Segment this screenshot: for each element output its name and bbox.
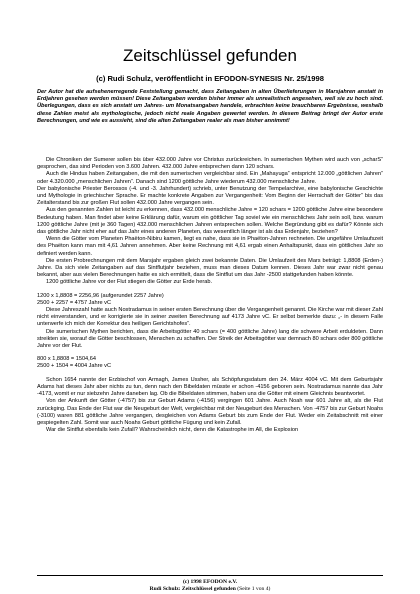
calculation-line: 1200 x 1,8808 = 2256,96 (aufgerundet 2257 Jahre) [37,292,164,299]
article-body [37,157,383,434]
page-footer [0,579,420,593]
body-paragraph: Aus den genannten Zahlen ist leicht zu erkennen, dass 432.000 menschliche Jahre = 120 schars = 1200 göttliche Jahre eine besondere Bedeutung haben. Man findet aber keine Erklärung dafür, warum ein göttlicher Tag soviel wie ein menschliches Jahr sein soll, bzw. warum 1200 göttliche Jahre (mit je 360 Tagen) 432.000 menschlichen Jahren entsprechen sollen. Welche Begründung gibt es dafür? Könnte sich das göttliche Jahr nicht eher auf das Jahr eines anderen Planeten, das wesentlich länger ist als das Erdenjahr, beziehen? [37,207,383,236]
body-paragraph: Die Chroniken der Sumerer sollen bis über 432.000 Jahre vor Christus zurückreichen. In sumerischen Mythen wird auch von „scharS“ gesprochen, das sind Perioden von 3.600 Jahren. 432.000 Jahre entsprechen dann 120 schars. [37,157,383,171]
footer-article-title: Rudi Schulz: Zeitschlüssel gefunden [149,586,236,592]
document-subtitle: (c) Rudi Schulz, veröffentlicht in EFODON-SYNESIS Nr. 25/1998 [96,74,324,83]
calculation-line: 800 x 1,8808 = 1504,64 [37,356,96,363]
footer-page-number: (Seite 1 von 4) [237,586,271,592]
body-paragraph: Diese Jahreszahl hatte auch Nostradamus in seiner ersten Berechnung über die Vergangenheit genannt. Die Kirche war mit dieser Zahl nicht einverstanden, und er korrigierte sie in seiner zweiten Berechnung auf 4173 Jahre vC. Er selbst bemerkte dazu: „- in diesem Falle unterwerfe ich mich der Korrektur des heiligen Gerichtshofes“. [37,307,383,328]
calculation-line: 2500 + 1504 = 4004 Jahre vC [37,363,112,370]
body-paragraph: Von der Ankunft der Götter (-4757) bis zur Geburt Adams (-4156) vergingen 601 Jahre. Auch Noah war 601 Jahre alt, als die Flut zurückging. Das Ende der Flut war die Neugeburt der Welt, vergleichbar mit der Neugeburt des Menschen. Von -4757 bis zur Geburt Noahs (-3100) waren 881 göttliche Jahre vergangen, desgleichen von Adams Geburt bis zum Ende der Flut. Weder ein Zeitabschnitt mit einer gespiegelten Zahl. Somit war auch Noahs Geburt göttliche Fügung und kein Zufall. [37,398,383,426]
footer-divider [37,575,383,576]
body-paragraph: War die Sintflut ebenfalls kein Zufall? Wahrscheinlich nicht, denn die Katastrophe im All, die Explosion [46,427,299,434]
body-paragraph: 1200 göttliche Jahre vor der Flut stiegen die Götter zur Erde herab. [46,279,213,286]
body-paragraph: Wenn die Götter vom Planeten Phaëton-Nibiru kamen, liegt es nahe, dass sie in Phaëton-Jahren rechneten. Die ungefähre Umlaufszeit des Phaëton kann man mit 4,61 Jahren annehmen. Aber keine Rechnung mit 4,61 ergab einen Anhaltspunkt, dass ein göttliches Jahr so definiert werden kann. [37,236,383,257]
body-paragraph: Der babylonische Priester Berossos (-4. und -3. Jahrhundert) schrieb, unter Benutzung der Tempelarchive, eine babylonische Geschichte und Mythologie in griechischer Sprache. Er machte konkrete Angaben zur Vergangenheit: Vom Beginn der Herrschaft der Götter“ bis das Zeitalterstand bis zur großen Flut sollen 432.000 Jahre vergangen sein. [37,185,383,207]
document-title: Zeitschlüssel gefunden [123,46,297,65]
body-paragraph: Schon 1654 nannte der Erzbischof von Armagh, James Ussher, als Schöpfungsdatum den 24. März 4004 vC. Mit dem Geburtsjahr Adams hat dieses Jahr aber nichts zu tun, denn nach den Bibeldaten müsste er schon -4156 geboren sein. Nostradamus nannte das Jahr -4173, womit er nur siebzehn Jahre daneben lag. Ob die Bibeldaten stimmen, haben uns die Götter mit einem Gleichnis beantwortet. [37,376,383,398]
calculation-line: 2500 + 2257 = 4757 Jahre vC [37,299,112,306]
body-paragraph: Auch die Hindus haben Zeitangaben, die mit den sumerischen vergleichbar sind. Ein „Mahayuga“ entspricht 12.000 „göttlichen Jahren“ oder 4.320.000 „menschlichen Jahren“. Danach sind 1200 göttliche Jahre wiederum 432.000 menschliche Jahre. [37,171,383,185]
intro-abstract: Der Autor hat die aufsehenerregende Feststellung gemacht, dass Zeitangaben in alten Überlieferungen in Marsjahren anstatt in Erdjahren gesehen werden müssen! Diese Zeitangaben werden bisher immer als unrealistisch angesehen, weil sie zu hoch sind. Überlegungen, dass es sich anstatt um Jahres- um Monatsangaben handele, erbrachten keine brauchbaren Ergebnisse, weshalb diese Zahlen meist als mythologische, jedoch nicht reale Angaben gewertet werden. In diesem Beitrag bringt der Autor erste Berechnungen, und wie es aussieht, sind die alten Zeitangaben realer als man bisher annimmt! [37,89,383,124]
footer-copyright: (c) 1998 EFODON e.V. [182,579,238,585]
body-paragraph: Die ersten Probrechnungen mit dem Marsjahr ergaben gleich zwei bekannte Daten. Die Umlaufzeit des Mars beträgt: 1,8808 (Erden-) Jahre. Da sich viele Zeitangaben auf das Sintflutjahr beziehen, muss man dieses Datum kennen. Dieses Jahr war zwar nicht genau bekannt, aber aus vielen Berechnungen hatte es sich ermittelt, dass die Sintflut um das Jahr -2500 stattgefunden haben könnte. [37,257,383,279]
footer-reference [0,586,420,593]
body-paragraph: Die sumerischen Mythen berichten, dass die Arbeitsgötter 40 schars (= 400 göttliche Jahre) lang die schwere Arbeit erduldeten. Dann streikten sie, worauf die Götter beschlossen, Menschen zu schaffen. Der Streik der Arbeitsgötter war demnach 80 schars oder 800 göttliche Jahre vor der Flut. [37,328,383,350]
